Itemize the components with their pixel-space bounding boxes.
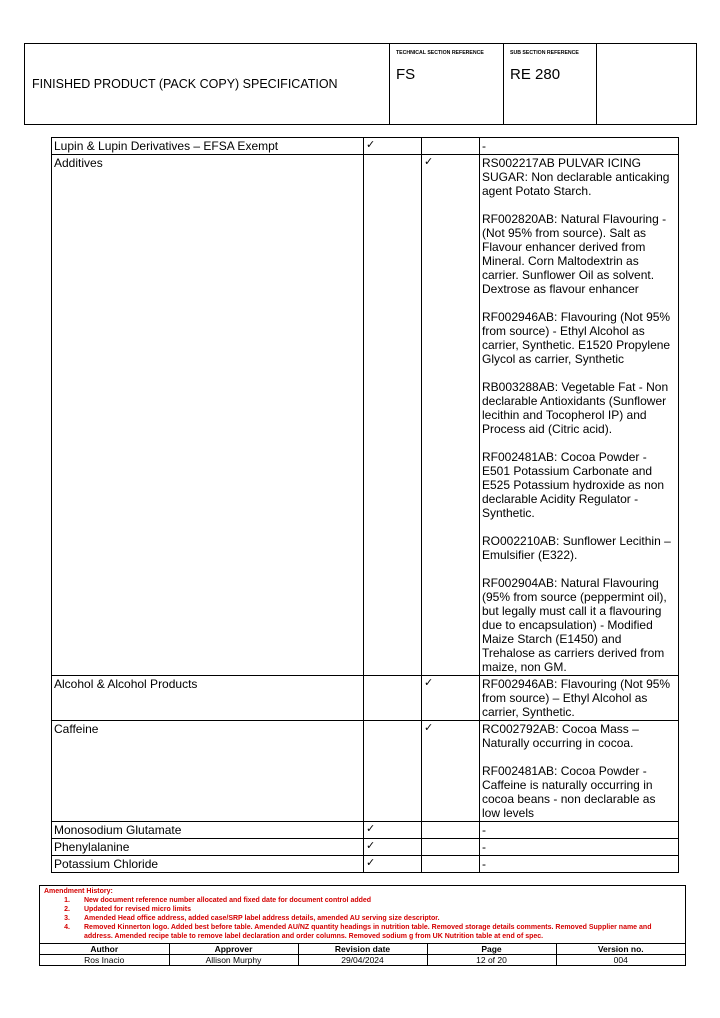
amendment-number: 2. [64,906,70,913]
present-yes-tick [422,138,480,155]
signoff-value-cell: 004 [556,955,685,966]
table-row [52,839,679,856]
note-paragraph: - [482,139,486,153]
sub-section-value: RE 280 [510,66,561,83]
note-paragraph: - [482,823,486,837]
amendment-number: 1. [64,897,70,904]
signoff-header-cell: Revision date [298,944,427,955]
signoff-value-cell: Allison Murphy [169,955,298,966]
document-footer [39,885,686,966]
row-name: Caffeine [52,721,364,822]
row-name: Lupin & Lupin Derivatives – EFSA Exempt [52,138,364,155]
present-yes-tick [422,856,480,873]
amendment-list [44,896,681,941]
table-row [52,822,679,839]
note-paragraph: RF002481AB: Cocoa Powder - Caffeine is naturally occurring in cocoa beans - non declarable as low levels [482,764,656,820]
present-no-tick [364,721,422,822]
signoff-header-cell: Author [40,944,169,955]
table-row [52,856,679,873]
signoff-table [40,943,685,965]
note-paragraph: RB003288AB: Vegetable Fat - Non declarable Antioxidants (Sunflower lecithin and Tocopherol IP) and Process aid (Citric acid). [482,380,669,436]
present-no-tick: ✓ [364,822,422,839]
present-yes-tick [422,822,480,839]
present-yes-tick: ✓ [422,155,480,676]
amendment-text: New document reference number allocated and fixed date for document control added [84,897,372,904]
table-row [52,155,679,676]
table-row [52,676,679,721]
header-title-cell [25,44,390,124]
present-no-tick: ✓ [364,839,422,856]
signoff-header-cell: Approver [169,944,298,955]
signoff-header-row [40,944,685,955]
signoff-header-cell: Page [427,944,556,955]
row-notes [480,721,679,822]
note-paragraph: RF002904AB: Natural Flavouring (95% from source (peppermint oil), but legally must call it a flavouring due to encapsulation) - Modified Maize Starch (E1450) and Trehalose as carriers derived from maize, non GM. [482,576,667,674]
specification-table [51,137,679,873]
table-row [52,138,679,155]
amendment-text: Removed Kinnerton logo. Added best before table. Amended AU/NZ quantity headings in nutrition table. Removed storage details comments. Removed Supplier name and address. Amended recipe table to remove label declaration and order columns. Removed sodium g from UK Nutrition table at end of spec. [84,924,652,940]
amendment-history [40,886,685,943]
present-yes-tick [422,839,480,856]
note-paragraph: RO002210AB: Sunflower Lecithin – Emulsifier (E322). [482,534,671,562]
present-no-tick: ✓ [364,856,422,873]
present-yes-tick: ✓ [422,721,480,822]
row-notes [480,856,679,873]
document-title: FINISHED PRODUCT (PACK COPY) SPECIFICATION [32,77,338,91]
row-name: Monosodium Glutamate [52,822,364,839]
note-paragraph: RS002217AB PULVAR ICING SUGAR: Non declarable anticaking agent Potato Starch. [482,156,670,198]
row-notes [480,138,679,155]
row-name: Potassium Chloride [52,856,364,873]
signoff-value-cell: Ros Inacio [40,955,169,966]
amendment-title: Amendment History: [44,888,113,895]
note-paragraph: - [482,857,486,871]
amendment-text: Updated for revised micro limits [84,906,191,913]
technical-section-value: FS [396,66,416,83]
row-notes [480,676,679,721]
amendment-item [44,923,681,941]
amendment-text: Amended Head office address, added case/SRP label address details, amended AU serving size descriptor. [84,915,440,922]
present-no-tick: ✓ [364,138,422,155]
present-no-tick [364,676,422,721]
note-paragraph: RF002481AB: Cocoa Powder - E501 Potassium Carbonate and E525 Potassium hydroxide as non declarable Acidity Regulator - Synthetic. [482,450,665,520]
signoff-value-row [40,955,685,966]
row-name: Alcohol & Alcohol Products [52,676,364,721]
note-paragraph: RC002792AB: Cocoa Mass – Naturally occurring in cocoa. [482,722,639,750]
sub-section-cell [504,44,597,124]
row-notes [480,839,679,856]
table-row [52,721,679,822]
present-yes-tick: ✓ [422,676,480,721]
row-notes [480,155,679,676]
amendment-number: 3. [64,915,70,922]
sub-section-label: SUB SECTION REFERENCE [510,50,579,56]
technical-section-label: TECHNICAL SECTION REFERENCE [396,50,484,56]
document-header [24,43,697,125]
signoff-value-cell: 29/04/2024 [298,955,427,966]
note-paragraph: - [482,840,486,854]
present-no-tick [364,155,422,676]
row-notes [480,822,679,839]
signoff-header-cell: Version no. [556,944,685,955]
amendment-item [44,896,681,905]
header-empty-cell [597,44,696,124]
note-paragraph: RF002946AB: Flavouring (Not 95% from source) - Ethyl Alcohol as carrier, Synthetic. E1520 Propylene Glycol as carrier, Synthetic [482,310,671,366]
amendment-item [44,905,681,914]
amendment-number: 4. [64,924,70,931]
row-name: Additives [52,155,364,676]
amendment-item [44,914,681,923]
note-paragraph: RF002946AB: Flavouring (Not 95% from source) – Ethyl Alcohol as carrier, Synthetic. [482,677,671,719]
technical-section-cell [390,44,504,124]
note-paragraph: RF002820AB: Natural Flavouring - (Not 95% from source). Salt as Flavour enhancer derived from Mineral. Corn Maltodextrin as carrier. Sunflower Oil as solvent. Dextrose as flavour enhancer [482,212,667,296]
specification-table-body [52,138,679,873]
row-name: Phenylalanine [52,839,364,856]
signoff-value-cell: 12 of 20 [427,955,556,966]
